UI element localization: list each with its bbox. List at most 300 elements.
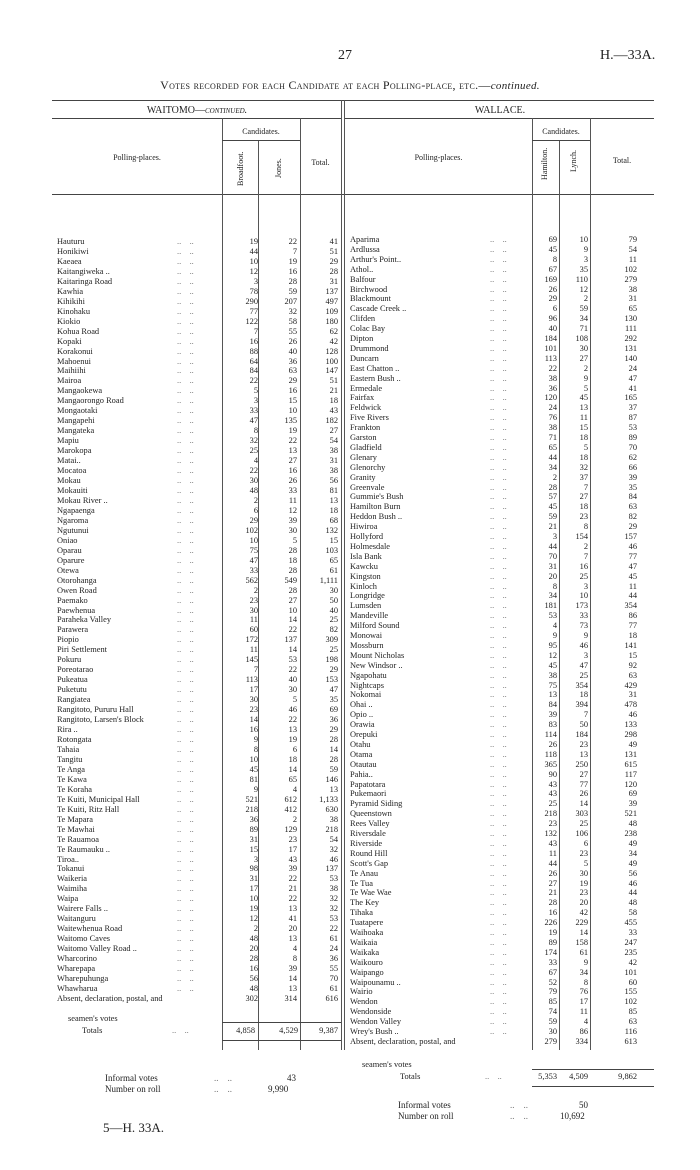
wallace-cand1-votes: 36 [548, 383, 557, 393]
waitomo-cand2-votes: 40 [288, 675, 297, 685]
waitomo-cand1-votes: 5 [253, 386, 258, 396]
wallace-polling-place: Milford Sound [350, 621, 400, 631]
wallace-polling-place: Ngapohatu [350, 670, 387, 680]
waitomo-cand1-votes: 7 [253, 326, 258, 336]
wallace-leader-dots: .. .. [490, 957, 507, 967]
waitomo-roll-label: Number on roll [105, 1084, 161, 1094]
wallace-polling-place: Lumsden [350, 601, 382, 611]
wallace-total-votes: 49 [628, 838, 637, 848]
wallace-leader-dots: .. .. [490, 898, 507, 908]
waitomo-total-votes: 29 [329, 256, 338, 266]
wallace-polling-place: Wendon Valley [350, 1017, 402, 1027]
waitomo-cand1-votes: 19 [249, 904, 258, 914]
wallace-cand2-votes: 110 [575, 274, 588, 284]
waitomo-polling-place: Poreotarao [57, 665, 94, 675]
wallace-row [350, 968, 654, 978]
waitomo-cand2-votes: 40 [288, 346, 297, 356]
waitomo-polling-place: Rangitoto, Pururu Hall [57, 705, 134, 715]
wallace-total-votes: 69 [628, 789, 637, 799]
wallace-leader-dots: .. .. [490, 492, 507, 502]
waitomo-cand2-votes: 10 [288, 605, 297, 615]
wallace-total-votes: 613 [624, 1036, 637, 1046]
wallace-informal-label: Informal votes [398, 1100, 451, 1110]
waitomo-cand1-votes: 77 [249, 306, 258, 316]
wallace-leader-dots: .. .. [490, 660, 507, 670]
wallace-polling-place: Te Wae Wae [350, 888, 392, 898]
wallace-row [350, 304, 654, 314]
waitomo-polling-place: Ngaroma [57, 515, 89, 525]
waitomo-col-total: Total. [311, 158, 330, 167]
wallace-polling-place: Waikouro [350, 957, 383, 967]
wallace-polling-place: Mossburn [350, 640, 384, 650]
waitomo-polling-place: Paewhenua [57, 605, 96, 615]
waitomo-cand1-votes: 8 [253, 744, 258, 754]
wallace-total-votes: 92 [628, 660, 637, 670]
waitomo-cand2-votes: 22 [288, 237, 297, 246]
wallace-cand1: Hamilton. [540, 147, 549, 180]
wallace-cand2-votes: 34 [579, 967, 588, 977]
waitomo-cand2-votes: 137 [284, 635, 297, 645]
wallace-polling-place: Colac Bay [350, 324, 386, 334]
wallace-totals-rule [532, 1069, 654, 1070]
waitomo-polling-place: Honikiwi [57, 246, 89, 256]
wallace-total-votes: 478 [624, 700, 637, 710]
waitomo-cand1-votes: 48 [249, 486, 258, 495]
waitomo-cand2-votes: 21 [288, 884, 297, 894]
waitomo-total-votes: 28 [329, 735, 338, 744]
waitomo-polling-place: Mapiu [57, 436, 79, 446]
wallace-leader-dots: .. .. [490, 710, 507, 720]
waitomo-polling-place: Waitanguru [57, 914, 96, 924]
wallace-cand2-votes: 86 [579, 1027, 588, 1036]
waitomo-cand1-votes: 23 [249, 705, 258, 715]
wallace-total-votes: 247 [624, 937, 637, 947]
wallace-leader-dots: .. .. [490, 294, 507, 304]
waitomo-total-votes: 38 [329, 466, 338, 476]
waitomo-polling-place: Pokuru [57, 655, 82, 665]
wallace-cand2-votes: 76 [579, 987, 588, 997]
waitomo-cand1-votes: 9 [253, 784, 258, 794]
waitomo-total-votes: 50 [329, 595, 338, 605]
waitomo-polling-place: Owen Road [57, 585, 97, 595]
waitomo-total-votes: 55 [329, 964, 338, 974]
waitomo-row [57, 884, 341, 894]
wallace-row [350, 601, 654, 611]
wallace-polling-place: Opio .. [350, 710, 374, 720]
waitomo-title-rule [52, 118, 341, 119]
waitomo-leader-dots: .. .. [177, 286, 194, 296]
wallace-polling-place: Wrey's Bush .. [350, 1027, 399, 1036]
waitomo-cand1-votes: 60 [249, 625, 258, 635]
waitomo-cand2-votes: 36 [288, 356, 297, 366]
wallace-cand1-votes: 21 [548, 522, 557, 532]
wallace-cand2-votes: 3 [583, 254, 588, 264]
wallace-row [350, 641, 654, 651]
wallace-cand2-votes: 33 [579, 611, 588, 621]
waitomo-row [57, 695, 341, 705]
wallace-total-votes: 42 [628, 957, 637, 967]
wallace-total-all: 9,862 [618, 1072, 637, 1081]
waitomo-row [57, 456, 341, 466]
wallace-total-votes: 77 [628, 621, 637, 631]
wallace-cand1-votes: 30 [548, 1027, 557, 1036]
waitomo-cand1-votes: 562 [245, 575, 258, 585]
wallace-cand2-votes: 23 [579, 848, 588, 858]
wallace-polling-place: Longridge [350, 591, 385, 601]
page-title [0, 78, 700, 93]
wallace-cand2-votes: 18 [579, 433, 588, 442]
wallace-polling-place: Dipton [350, 334, 374, 343]
waitomo-cand1-votes: 10 [249, 256, 258, 266]
wallace-polling-place: Fairfax [350, 393, 375, 403]
wallace-section-title: WALLACE. [474, 105, 526, 116]
wallace-polling-place: Te Anau [350, 868, 379, 878]
wallace-totals-rule-bottom [532, 1086, 654, 1087]
wallace-total-votes: 84 [628, 492, 637, 502]
waitomo-cand2-votes: 19 [288, 735, 297, 744]
waitomo-cand1-votes: 3 [253, 854, 258, 864]
waitomo-cand2-votes: 14 [288, 764, 297, 774]
waitomo-cand1-votes: 2 [253, 585, 258, 595]
wallace-total-votes: 86 [628, 611, 637, 621]
wallace-row [350, 720, 654, 730]
wallace-total-votes: 155 [624, 987, 637, 997]
waitomo-total-votes: 68 [329, 515, 338, 525]
waitomo-row [57, 795, 341, 805]
waitomo-polling-place: Parawera [57, 625, 89, 635]
wallace-cand2-votes: 394 [575, 700, 588, 710]
wallace-cand2-votes: 14 [579, 928, 588, 937]
wallace-leader-dots: .. .. [490, 423, 507, 433]
waitomo-total-votes: 18 [329, 505, 338, 515]
wallace-cand1-votes: 24 [548, 403, 557, 413]
waitomo-cand1-votes: 30 [249, 605, 258, 615]
waitomo-leader-dots: .. .. [177, 575, 194, 585]
wallace-row [350, 582, 654, 592]
wallace-row [350, 799, 654, 809]
wallace-total-votes: 63 [628, 670, 637, 680]
waitomo-polling-place: Puketutu [57, 685, 87, 695]
wallace-cand2-votes: 14 [579, 799, 588, 809]
waitomo-polling-place: Mocatoa [57, 466, 87, 476]
waitomo-leader-dots: .. .. [177, 904, 194, 914]
waitomo-leader-dots: .. .. [177, 386, 194, 396]
waitomo-total-votes: 1,111 [319, 575, 338, 585]
waitomo-total-votes: 27 [329, 426, 338, 436]
wallace-total-votes: 141 [624, 640, 637, 650]
wallace-leader-dots: .. .. [490, 343, 507, 353]
waitomo-cand2-votes: 4 [292, 944, 297, 954]
wallace-row [350, 898, 654, 908]
wallace-polling-place: Orawia [350, 720, 375, 730]
waitomo-cand2-votes: 33 [288, 486, 297, 495]
wallace-row [350, 859, 654, 869]
waitomo-row [57, 864, 341, 874]
waitomo-cand1-votes: 33 [249, 565, 258, 575]
waitomo-row [57, 476, 341, 486]
waitomo-row [57, 606, 341, 616]
wallace-row [350, 780, 654, 790]
wallace-cand1-votes: 226 [544, 918, 557, 928]
waitomo-leader-dots: .. .. [177, 715, 194, 725]
waitomo-total-votes: 13 [329, 495, 338, 505]
waitomo-row [57, 376, 341, 386]
wallace-polling-place: Mount Nicholas [350, 650, 405, 660]
wallace-row [350, 443, 654, 453]
waitomo-row [57, 765, 341, 775]
waitomo-polling-place: Mokauiti [57, 486, 88, 495]
waitomo-cand2-votes: 26 [288, 336, 297, 346]
wallace-polling-place: Queenstown [350, 809, 392, 819]
wallace-cand2-votes: 27 [579, 353, 588, 363]
waitomo-informal-label: Informal votes [105, 1073, 158, 1083]
waitomo-polling-place: Waitewhenua Road [57, 924, 123, 934]
wallace-row [350, 502, 654, 512]
waitomo-leader-dots: .. .. [177, 605, 194, 615]
wallace-cand2-votes: 30 [579, 343, 588, 353]
wallace-row [350, 740, 654, 750]
waitomo-polling-place: Te Mawhai [57, 824, 95, 834]
wallace-total-votes: 130 [624, 314, 637, 324]
waitomo-polling-place: Tahaia [57, 744, 80, 754]
waitomo-cand2-votes: 22 [288, 894, 297, 904]
wallace-row [350, 255, 654, 265]
wallace-polling-place: Garston [350, 433, 377, 442]
waitomo-cand2-votes: 14 [288, 974, 297, 984]
wallace-polling-place: Papatotara [350, 779, 386, 789]
wallace-row [350, 1007, 654, 1017]
waitomo-polling-place: Te Kuiti, Ritz Hall [57, 804, 120, 814]
waitomo-cand1-votes: 98 [249, 864, 258, 874]
waitomo-leader-dots: .. .. [177, 864, 194, 874]
wallace-total-votes: 47 [628, 561, 637, 571]
waitomo-cand2-votes: 39 [288, 864, 297, 874]
wallace-cand2-votes: 59 [579, 304, 588, 314]
waitomo-cand2-votes: 8 [292, 954, 297, 964]
waitomo-cand2-votes: 13 [288, 904, 297, 914]
waitomo-leader-dots: .. .. [177, 645, 194, 655]
wallace-cand2-votes: 16 [579, 561, 588, 571]
waitomo-row [57, 964, 341, 974]
wallace-total-votes: 11 [628, 581, 637, 591]
waitomo-cand2-votes: 412 [284, 804, 297, 814]
waitomo-totals-rule [222, 1022, 341, 1023]
waitomo-leader-dots: .. .. [177, 944, 194, 954]
waitomo-cand1-votes: 172 [245, 635, 258, 645]
wallace-cand1-votes: 26 [548, 284, 557, 294]
waitomo-total-votes: 18 [329, 396, 338, 406]
waitomo-total-votes: 53 [329, 914, 338, 924]
waitomo-leader-dots: .. .. [177, 934, 194, 944]
waitomo-row [57, 625, 341, 635]
wallace-row [350, 492, 654, 502]
wallace-cand1-votes: 11 [548, 848, 557, 858]
waitomo-polling-place: Pukeatua [57, 675, 88, 685]
wallace-total-votes: 18 [628, 631, 637, 640]
wallace-row [350, 285, 654, 295]
waitomo-cand1-votes: 10 [249, 754, 258, 764]
wallace-leader-dots: .. .. [490, 363, 507, 373]
waitomo-leader-dots: .. .. [177, 505, 194, 515]
wallace-cand1-votes: 45 [548, 660, 557, 670]
waitomo-polling-place: Otewa [57, 565, 79, 575]
wallace-cand1-votes: 74 [548, 1007, 557, 1017]
wallace-polling-place: Hamilton Burn [350, 502, 401, 512]
waitomo-total-votes: 51 [329, 246, 338, 256]
wallace-cand1-votes: 3 [552, 532, 557, 541]
wallace-total-votes: 77 [628, 551, 637, 561]
waitomo-row [57, 924, 341, 934]
wallace-leader-dots: .. .. [490, 452, 507, 462]
wallace-polling-place: East Chatton .. [350, 363, 400, 373]
wallace-row [350, 770, 654, 780]
waitomo-cand1-votes: 10 [249, 535, 258, 545]
wallace-leader-dots: .. .. [490, 413, 507, 423]
wallace-polling-place: Ohai .. [350, 700, 373, 710]
waitomo-row [57, 426, 341, 436]
wallace-row [350, 710, 654, 720]
waitomo-total-votes: 38 [329, 446, 338, 456]
wallace-cand1-votes: 67 [548, 264, 557, 274]
wallace-row [350, 819, 654, 829]
waitomo-total-votes: 54 [329, 436, 338, 446]
waitomo-total-all: 9,387 [319, 1026, 338, 1035]
waitomo-total-broadfoot: 4,858 [236, 1026, 255, 1035]
waitomo-cand1-votes: 6 [253, 505, 258, 515]
wallace-row [350, 344, 654, 354]
waitomo-total-votes: 46 [329, 854, 338, 864]
waitomo-row [57, 845, 341, 855]
waitomo-row [57, 287, 341, 297]
waitomo-col-polling: Polling-places. [113, 153, 161, 162]
waitomo-leader-dots: .. .. [177, 744, 194, 754]
waitomo-roll-value: 9,990 [268, 1084, 289, 1094]
wallace-polling-place: Riverside [350, 838, 383, 848]
wallace-cand1-votes: 113 [544, 353, 557, 363]
waitomo-total-votes: 153 [325, 675, 338, 685]
waitomo-absent-cont: seamen's votes [68, 1014, 118, 1023]
waitomo-row [57, 506, 341, 516]
wallace-total-votes: 35 [628, 482, 637, 492]
waitomo-leader-dots: .. .. [177, 834, 194, 844]
waitomo-cand2-votes: 19 [288, 426, 297, 436]
waitomo-cand2-votes: 314 [284, 993, 297, 1003]
wallace-row [350, 700, 654, 710]
waitomo-cand2-votes: 11 [288, 495, 297, 505]
waitomo-polling-place: Waitomo Caves [57, 934, 111, 944]
waitomo-row [57, 725, 341, 735]
waitomo-cand1-votes: 2 [253, 924, 258, 934]
wallace-cand1-votes: 23 [548, 819, 557, 829]
waitomo-polling-place: Kaitaringa Road [57, 276, 113, 286]
wallace-row [350, 463, 654, 473]
wallace-polling-place: Isla Bank [350, 551, 382, 561]
wallace-total-votes: 29 [628, 522, 637, 532]
waitomo-total-votes: 82 [329, 625, 338, 635]
wallace-total-votes: 79 [628, 235, 637, 244]
wallace-cand2-votes: 250 [575, 759, 588, 769]
wallace-polling-place: Glenary [350, 452, 377, 462]
waitomo-totals-row: Totals .. .. 4,858 4,529 9,387 [82, 1026, 338, 1035]
waitomo-cand2-votes: 129 [284, 824, 297, 834]
wallace-total-votes: 49 [628, 739, 637, 749]
wallace-cand1-votes: 31 [548, 561, 557, 571]
wallace-leader-dots: .. .. [490, 779, 507, 789]
wallace-col-polling: Polling-places. [414, 153, 463, 162]
wallace-row [350, 403, 654, 413]
wallace-row [350, 245, 654, 255]
wallace-polling-place: Scott's Gap [350, 858, 389, 868]
waitomo-cand1-votes: 11 [249, 615, 258, 625]
waitomo-polling-place: Ngapaenga [57, 505, 95, 515]
wallace-polling-place: Otautau [350, 759, 377, 769]
wallace-polling-place: Balfour [350, 274, 376, 284]
waitomo-polling-place: Rira .. [57, 725, 78, 735]
waitomo-row [57, 466, 341, 476]
waitomo-row [57, 337, 341, 347]
waitomo-row [57, 735, 341, 745]
waitomo-polling-place: Ngutunui [57, 525, 89, 535]
wallace-leader-dots: .. .. [490, 1007, 507, 1017]
wallace-polling-place: Granity [350, 472, 376, 482]
wallace-polling-place: Orepuki [350, 730, 378, 739]
waitomo-polling-place: Paraheka Valley [57, 615, 112, 625]
waitomo-row [57, 267, 341, 277]
wallace-polling-place: Monowai [350, 631, 383, 640]
waitomo-cand1-votes: 20 [249, 944, 258, 954]
wallace-cand2-votes: 18 [579, 452, 588, 462]
wallace-leader-dots: .. .. [490, 730, 507, 739]
wallace-polling-place: Tihaka [350, 908, 373, 918]
waitomo-polling-place: Mangapehi [57, 416, 95, 426]
wallace-row [350, 354, 654, 364]
waitomo-total-votes: 69 [329, 705, 338, 715]
wallace-polling-place: Cascade Creek .. [350, 304, 407, 314]
waitomo-cand1-votes: 30 [249, 695, 258, 705]
wallace-row [350, 413, 654, 423]
wallace-leader-dots: .. .. [490, 1017, 507, 1027]
waitomo-polling-place: Absent, declaration, postal, and [57, 993, 163, 1003]
wallace-total-votes: 48 [628, 898, 637, 908]
wallace-leader-dots: .. .. [490, 462, 507, 472]
wallace-row [350, 928, 654, 938]
waitomo-polling-place: Te Kawa [57, 774, 87, 784]
wallace-cand1-votes: 13 [548, 690, 557, 700]
wallace-leader-dots: .. .. [490, 383, 507, 393]
waitomo-total-votes: 30 [329, 585, 338, 595]
wallace-total-votes: 39 [628, 799, 637, 809]
waitomo-leader-dots: .. .. [177, 854, 194, 864]
waitomo-cand1-votes: 218 [245, 804, 258, 814]
waitomo-total-votes: 25 [329, 615, 338, 625]
waitomo-total-votes: 61 [329, 934, 338, 944]
wallace-cand2-votes: 229 [575, 918, 588, 928]
waitomo-total-votes: 147 [325, 366, 338, 376]
wallace-polling-place: Ardlussa [350, 244, 380, 254]
wallace-total-votes: 39 [628, 472, 637, 482]
wallace-total-votes: 101 [624, 967, 637, 977]
wallace-cand2-votes: 50 [579, 720, 588, 730]
waitomo-leader-dots: .. .. [177, 884, 194, 894]
waitomo-row [57, 805, 341, 815]
wallace-cand2-votes: 17 [579, 997, 588, 1007]
waitomo-total-votes: 128 [325, 346, 338, 356]
wallace-row [350, 423, 654, 433]
wallace-row [350, 839, 654, 849]
waitomo-total-votes: 40 [329, 605, 338, 615]
waitomo-leader-dots: .. .. [177, 237, 194, 246]
waitomo-leader-dots: .. .. [177, 326, 194, 336]
